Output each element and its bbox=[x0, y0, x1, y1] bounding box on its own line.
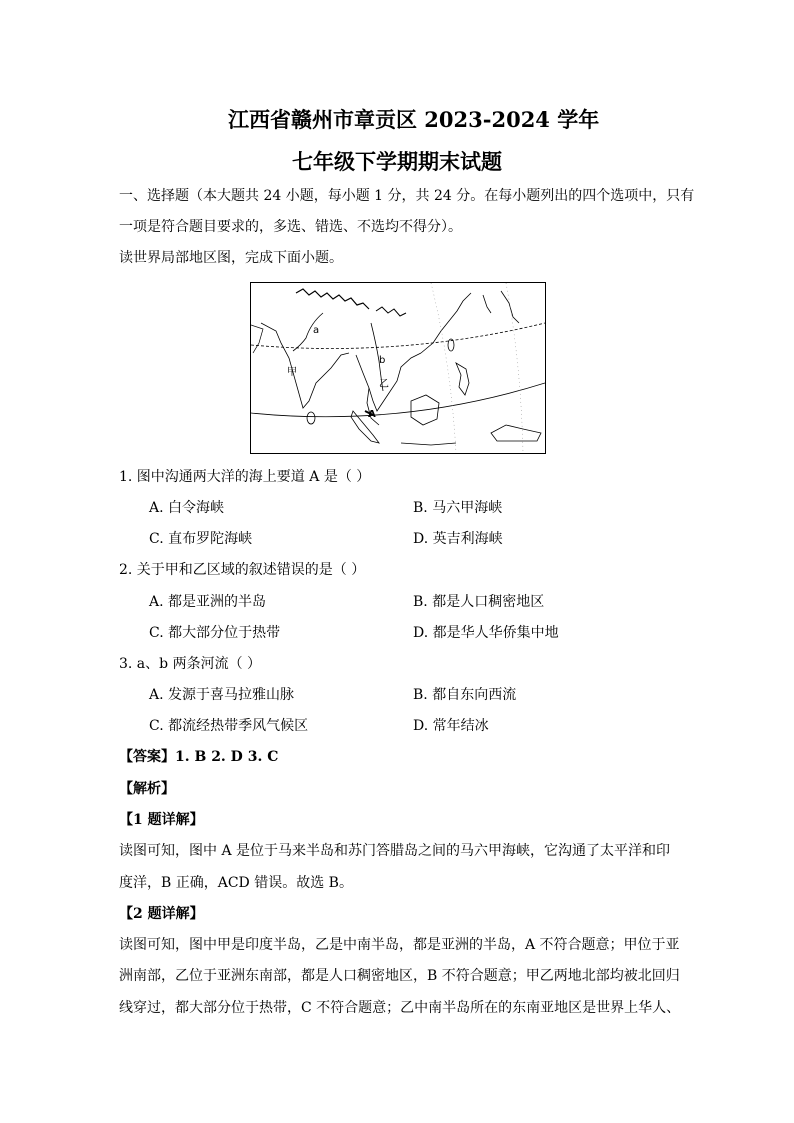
equator bbox=[251, 383, 545, 417]
map-label-a: a bbox=[313, 325, 320, 336]
detail-2-text-line-1: 读图可知，图中甲是印度半岛，乙是中南半岛，都是亚洲的半岛，A 不符合题意；甲位于亚 bbox=[119, 937, 680, 953]
himalaya-mountains bbox=[296, 289, 369, 309]
question-3-option-a: A. 发源于喜马拉雅山脉 bbox=[149, 687, 295, 703]
detail-2-text-line-2: 洲南部，乙位于亚洲东南部，都是人口稠密地区，B 不符合题意；甲乙两地北部均被北回归 bbox=[119, 968, 680, 984]
map-label-jia: 甲 bbox=[287, 367, 297, 378]
detail-2-text-line-3: 线穿过，都大部分位于热带，C 不符合题意；乙中南半岛所在的东南亚地区是世界上华人、 bbox=[119, 1000, 681, 1016]
question-2-option-b: B. 都是人口稠密地区 bbox=[413, 594, 545, 610]
grid-line bbox=[506, 283, 523, 453]
section-intro-line-2: 一项是符合题目要求的，多选、错选、不选均不得分）。 bbox=[119, 219, 462, 235]
detail-1-heading: 【1 题详解】 bbox=[119, 812, 204, 828]
section-intro-line-1: 一、选择题（本大题共 24 小题，每小题 1 分，共 24 分。在每小题列出的四个选项中，只有 bbox=[119, 188, 695, 204]
question-1-stem: 1. 图中沟通两大洋的海上要道 A 是（ ） bbox=[119, 469, 371, 485]
new-guinea bbox=[491, 425, 541, 441]
question-2-option-a: A. 都是亚洲的半岛 bbox=[149, 594, 267, 610]
grid-line bbox=[431, 283, 456, 453]
philippines bbox=[456, 363, 469, 395]
java-islands bbox=[401, 443, 456, 445]
question-3-stem: 3. a、b 两条河流（ ） bbox=[119, 656, 262, 672]
china-coastline bbox=[421, 293, 471, 353]
answer-line: 【答案】1. B 2. D 3. C bbox=[119, 749, 279, 765]
question-2-option-c: C. 都大部分位于热带 bbox=[149, 625, 281, 641]
sri-lanka bbox=[307, 412, 315, 424]
map-label-yi: 乙 bbox=[379, 379, 389, 390]
question-2-option-d: D. 都是华人华侨集中地 bbox=[413, 625, 559, 641]
question-3-option-d: D. 常年结冰 bbox=[413, 718, 489, 734]
world-region-map bbox=[250, 282, 546, 454]
question-1-option-d: D. 英吉利海峡 bbox=[413, 531, 503, 547]
question-1-option-a: A. 白令海峡 bbox=[149, 500, 225, 516]
detail-1-text-line-1: 读图可知，图中 A 是位于马来半岛和苏门答腊岛之间的马六甲海峡，它沟通了太平洋和印 bbox=[119, 843, 671, 859]
question-3-option-b: B. 都自东向西流 bbox=[413, 687, 517, 703]
analysis-heading: 【解析】 bbox=[119, 781, 175, 797]
tropic-of-cancer bbox=[251, 323, 545, 349]
map-label-b: b bbox=[379, 355, 386, 366]
india-coastline bbox=[261, 323, 349, 408]
question-3-option-c: C. 都流经热带季风气候区 bbox=[149, 718, 309, 734]
map-instruction: 读世界局部地区图，完成下面小题。 bbox=[119, 250, 343, 266]
arabian-coast bbox=[251, 325, 263, 353]
question-2-stem: 2. 关于甲和乙区域的叙述错误的是（ ） bbox=[119, 562, 366, 578]
document-title-line-1: 江西省赣州市章贡区 2023-2024 学年 bbox=[228, 107, 600, 132]
question-1-option-b: B. 马六甲海峡 bbox=[413, 500, 503, 516]
detail-1-text-line-2: 度洋，B 正确，ACD 错误。故选 B。 bbox=[119, 875, 353, 891]
detail-2-heading: 【2 题详解】 bbox=[119, 906, 204, 922]
korea-japan bbox=[483, 291, 519, 323]
question-1-option-c: C. 直布罗陀海峡 bbox=[149, 531, 253, 547]
document-title-line-2: 七年级下学期期末试题 bbox=[292, 149, 502, 174]
mountain-range-east bbox=[376, 307, 406, 316]
map-label-strait-A: A bbox=[368, 409, 376, 420]
